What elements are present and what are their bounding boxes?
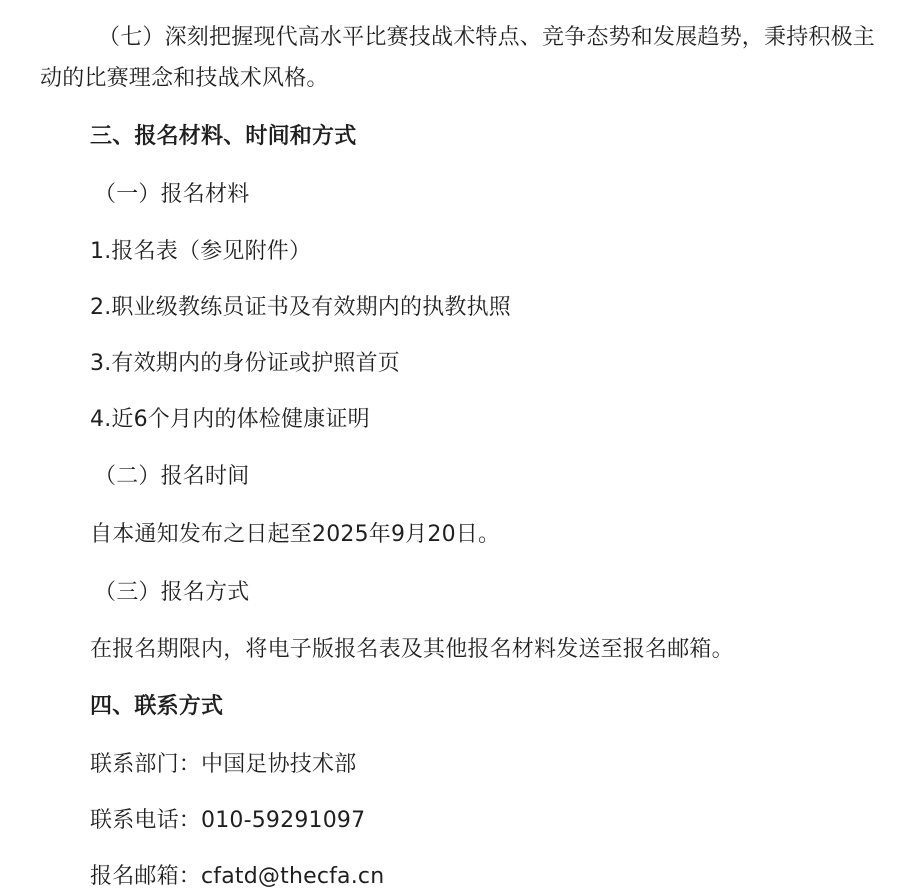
section-3-heading: 三、报名材料、时间和方式	[90, 124, 357, 149]
subsection-materials-heading: （一）报名材料	[94, 182, 250, 207]
registration-method-text: 在报名期限内，将电子版报名表及其他报名材料发送至报名邮箱。	[90, 637, 734, 662]
subsection-time-heading: （二）报名时间	[94, 464, 250, 489]
list-item: 2.职业级教练员证书及有效期内的执教执照	[90, 295, 511, 320]
section-4-heading: 四、联系方式	[90, 694, 224, 719]
contact-email: 报名邮箱：cfatd@thecfa.cn	[90, 864, 385, 889]
contact-department: 联系部门：中国足协技术部	[90, 752, 357, 777]
registration-time-text: 自本通知发布之日起至2025年9月20日。	[90, 522, 501, 547]
paragraph-7-line-1: （七）深刻把握现代高水平比赛技战术特点、竞争态势和发展趋势，秉持积极主	[98, 25, 876, 50]
paragraph-7-line-2: 动的比赛理念和技战术风格。	[40, 66, 329, 91]
list-item: 3.有效期内的身份证或护照首页	[90, 351, 400, 376]
list-item: 1.报名表（参见附件）	[90, 239, 312, 264]
contact-phone: 联系电话：010-59291097	[90, 808, 366, 833]
subsection-method-heading: （三）报名方式	[94, 580, 250, 605]
list-item: 4.近6个月内的体检健康证明	[90, 407, 370, 432]
